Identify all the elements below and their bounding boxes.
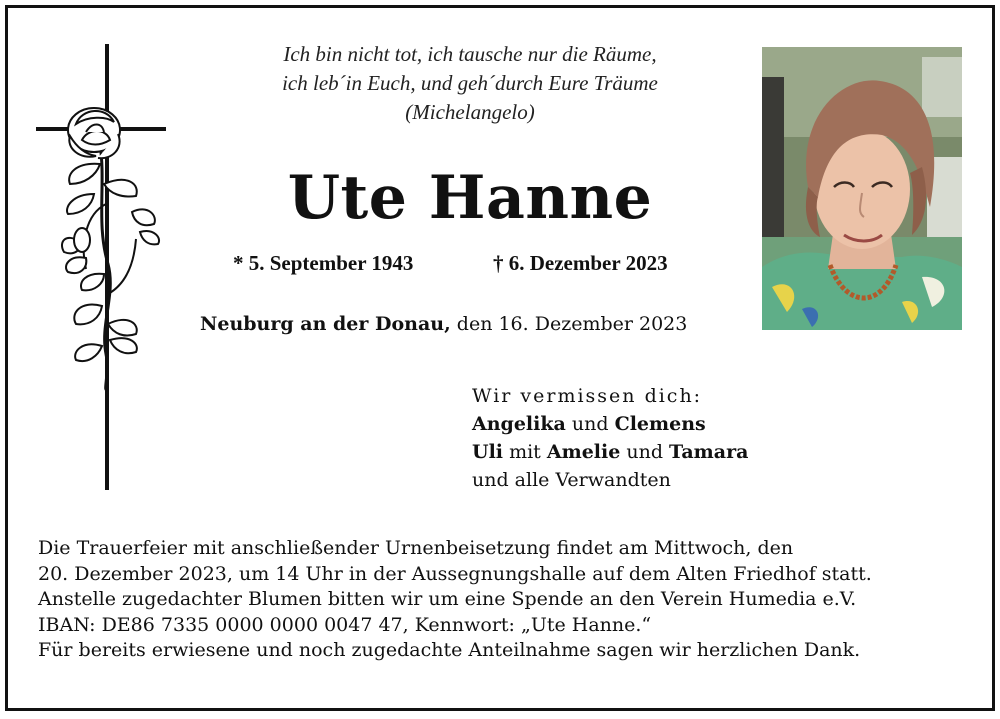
cross-with-rose-icon [36, 44, 168, 490]
death-date: † 6. Dezember 2023 [493, 251, 668, 275]
notice-date: den 16. Dezember 2023 [456, 313, 688, 335]
place-and-date [200, 310, 740, 338]
mourner-name: Angelika [472, 413, 566, 435]
connector-text: mit [509, 441, 541, 463]
mourners-line-2 [472, 438, 892, 466]
info-line-5: Für bereits erwiesene und noch zugedachte Anteilnahme sagen wir herzlichen Dank. [38, 639, 861, 661]
deceased-name: Ute Hanne [287, 163, 653, 233]
connector-text: und [571, 413, 609, 435]
connector-text: und [626, 441, 663, 463]
quote-line-1: Ich bin nicht tot, ich tausche nur die Räume, [283, 42, 657, 66]
info-line-2: 20. Dezember 2023, um 14 Uhr in der Aussegnungshalle auf dem Alten Friedhof statt. [38, 562, 872, 585]
mourner-name: Clemens [614, 413, 706, 435]
mourners [472, 382, 892, 494]
mourners-line-3: und alle Verwandten [472, 469, 671, 491]
info-line-3: Anstelle zugedachter Blumen bitten wir um eine Spende an den Verein Humedia e.V. [38, 588, 857, 610]
info-line-1: Die Trauerfeier mit anschließender Urnenbeisetzung findet am Mittwoch, den [38, 537, 794, 559]
mourners-line-1 [472, 410, 892, 438]
mourner-name: Tamara [669, 441, 749, 463]
quote-line-2: ich leb´in Euch, und geh´durch Eure Träume [282, 71, 658, 95]
quote-author: (Michelangelo) [405, 100, 535, 124]
info-line-4: IBAN: DE86 7335 0000 0000 0047 47, Kennwort: „Ute Hanne.“ [38, 613, 652, 636]
mourners-intro: Wir vermissen dich: [472, 385, 703, 407]
funeral-information [38, 536, 978, 664]
quote [205, 40, 735, 127]
mourner-name: Uli [472, 441, 504, 463]
portrait-photo [762, 47, 962, 330]
mourner-name: Amelie [546, 441, 621, 463]
place: Neuburg an der Donau, [200, 313, 451, 335]
birth-date: * 5. September 1943 [233, 251, 414, 275]
